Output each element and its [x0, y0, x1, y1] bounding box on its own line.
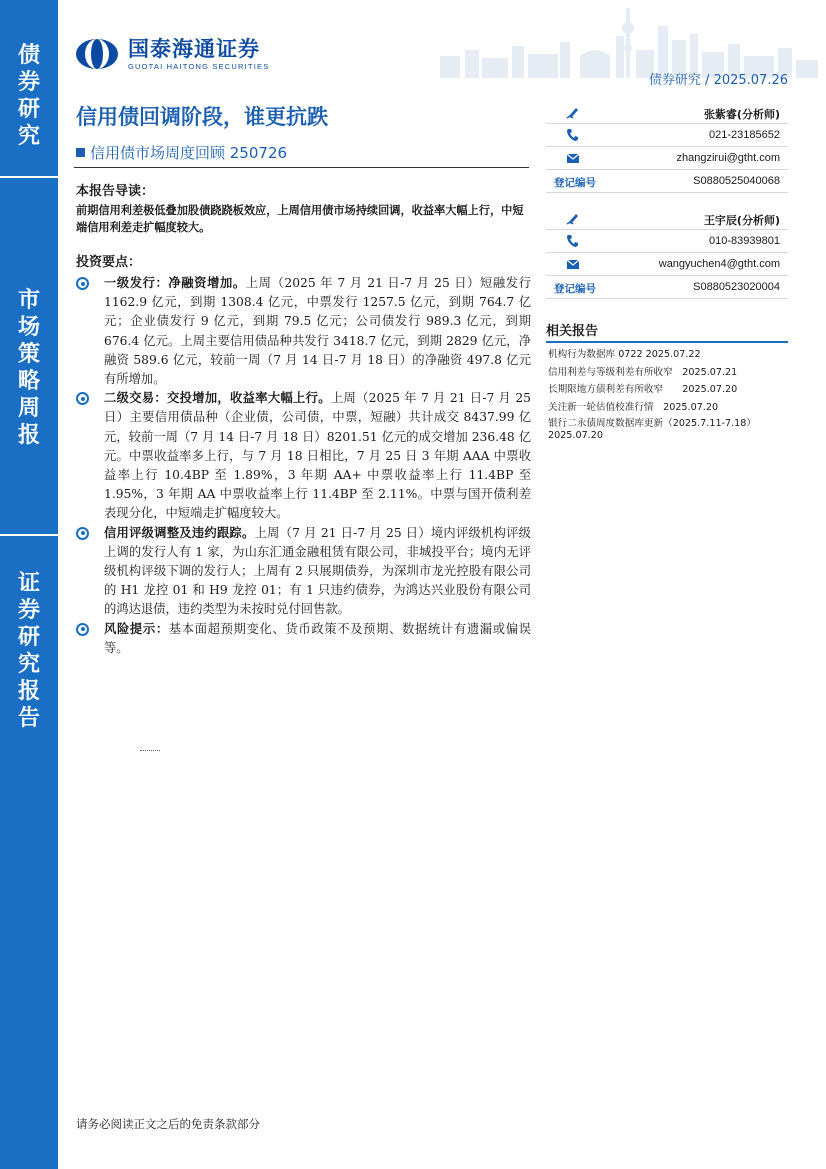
circle-bullet-icon — [76, 527, 89, 540]
guide-text: 前期信用利差极低叠加股债跷跷板效应，上周信用债市场持续回调，收益率大幅上行，中短端信用利差走扩幅度较大。 — [76, 204, 524, 234]
related-reports-divider — [546, 341, 788, 343]
analyst-card — [546, 207, 788, 299]
guide-heading: 本报告导读： — [76, 184, 155, 199]
reg-label: 登记编号 — [554, 177, 596, 189]
point-primary-issuance — [76, 274, 531, 389]
analyst-name-row — [546, 101, 788, 124]
sidebar-char: 周 — [17, 396, 40, 421]
analyst-reg-number: S0880523020004 — [693, 281, 780, 293]
logo-name-cn: 国泰海通证券 — [128, 36, 260, 61]
related-report-item[interactable]: 信用利差与等级利差有所收窄 2025.07.21 — [548, 366, 738, 378]
analyst-reg-row — [546, 276, 788, 299]
point-body: 基本面超预期变化、货币政策不及预期、数据统计有遗漏或偏误等。 — [104, 621, 531, 655]
sidebar-char: 报 — [17, 423, 40, 448]
analyst-card — [546, 101, 788, 193]
email-icon — [566, 151, 580, 165]
point-lead: 风险提示： — [104, 621, 169, 636]
related-report-item-date: 2025.07.20 — [548, 430, 603, 442]
analyst-email-row — [546, 253, 788, 276]
square-bullet-icon — [76, 148, 85, 157]
point-body: 上周（2025 年 7 月 21 日-7 月 25 日）主要信用债品种（企业债，公司债，中票，短融）共计成交 8437.99 亿元，较前一周（7 月 14 日-7 月 18 日）8201.51 亿元的成交增加 236.48 亿元。中票收益率多上行，与 7 月 18 日相比，7 月 25 日 3 年期 AAA 中票收益率上行 10.4BP 至 1.89%，3 年期 AA+ 中票收益率上行 11.4BP 至 1.95%，3 年期 AA 中票收益率上行 11.4BP 至 2.11%。中票与国开债利差表现分化，中短端走扩幅度较大。 — [104, 391, 531, 521]
title-divider — [74, 167, 529, 168]
analyst-email[interactable]: zhangzirui@gtht.com — [676, 152, 780, 164]
point-rating-default — [76, 524, 531, 620]
point-secondary-trading — [76, 389, 531, 523]
point-body: 上周（7 月 21 日-7 月 25 日）境内评级机构评级上调的发行人有 1 家，为山东汇通金融租赁有限公司，非城投平台；境内无评级机构评级下调的发行人；上周有 2 只展期债券，为深圳市龙光控股有限公司的 H1 龙控 01 和 H9 龙控 01；有 1 只违约债券，为鸿达兴业股份有限公司的鸿达退债，违约类型为未按时兑付回售款。 — [104, 525, 531, 617]
sidebar-char: 研 — [17, 625, 40, 650]
related-report-item[interactable]: 长期限地方债利差有所收窄 2025.07.20 — [548, 384, 738, 396]
pen-icon — [566, 105, 580, 119]
company-logo — [74, 37, 269, 71]
sidebar-char: 报 — [17, 679, 40, 704]
analyst-reg-number: S0880525040068 — [693, 175, 780, 187]
reg-label: 登记编号 — [554, 283, 596, 295]
sidebar-char: 策 — [17, 342, 40, 367]
circle-bullet-icon — [76, 277, 89, 290]
analyst-phone: 010-83939801 — [709, 235, 780, 247]
related-reports-list — [548, 346, 788, 442]
related-report-item[interactable]: 银行二永债周度数据库更新（2025.7.11-7.18） — [548, 418, 756, 430]
point-body: 上周（2025 年 7 月 21 日-7 月 25 日）短融发行 1162.9 亿元，到期 1308.4 亿元，中票发行 1257.5 亿元，到期 764.7 亿元；企业债发行 9 亿元，到期 79.5 亿元；公司债发行 989.3 亿元，到期 676.4 亿元。上周主要信用债品种共发行 3418.7 亿元，到期 2829 亿元，净融资 589.6 亿元，较前一周（7 月 14 日-7 月 18 日）的净融资 497.8 亿元有所增加。 — [104, 276, 531, 387]
related-report-item[interactable]: 关注新一轮估值校准行情 2025.07.20 — [548, 401, 719, 413]
report-category-date: 债券研究 / 2025.07.26 — [648, 73, 788, 88]
sidebar-char: 场 — [17, 315, 40, 340]
sidebar-char: 研 — [17, 97, 40, 122]
sidebar-label-bond-research — [0, 42, 58, 150]
investment-points — [76, 274, 531, 658]
sidebar-char: 告 — [17, 706, 40, 731]
sidebar-divider — [0, 176, 58, 178]
analyst-email-row — [546, 147, 788, 170]
sidebar-char: 究 — [17, 652, 40, 677]
analyst-reg-row — [546, 170, 788, 193]
sidebar-char: 券 — [17, 70, 40, 95]
sidebar-char: 证 — [17, 571, 40, 596]
email-icon — [566, 257, 580, 271]
report-title: 信用债回调阶段，谁更抗跌 — [76, 105, 328, 129]
pen-icon — [566, 211, 580, 225]
sidebar-divider — [0, 534, 58, 536]
sidebar-char: 债 — [17, 43, 40, 68]
point-risk-warning — [76, 620, 531, 658]
logo-name-en: GUOTAI HAITONG SECURITIES — [128, 61, 270, 71]
related-reports-heading: 相关报告 — [546, 324, 599, 339]
related-report-item[interactable]: 机构行为数据库 0722 2025.07.22 — [548, 349, 701, 360]
sidebar-char: 市 — [17, 288, 40, 313]
analyst-phone-row — [546, 124, 788, 147]
sidebar — [0, 0, 58, 1169]
dotted-mark — [140, 750, 160, 752]
analyst-name-row — [546, 207, 788, 230]
city-skyline-image — [420, 6, 820, 78]
phone-icon — [566, 234, 580, 248]
report-subtitle-text: 信用债市场周度回顾 250726 — [90, 144, 288, 162]
phone-icon — [566, 128, 580, 142]
point-lead: 信用评级调整及违约跟踪。 — [104, 525, 255, 540]
analyst-name: 王宇辰(分析师) — [703, 214, 780, 227]
sidebar-label-securities-report — [0, 570, 58, 732]
circle-bullet-icon — [76, 392, 89, 405]
disclaimer-footer: 请务必阅读正文之后的免责条款部分 — [76, 1117, 260, 1131]
analyst-phone-row — [546, 230, 788, 253]
sidebar-char: 券 — [17, 598, 40, 623]
logo-mark-icon — [74, 37, 120, 71]
analyst-phone: 021-23185652 — [709, 129, 780, 141]
analyst-name: 张紫睿(分析师) — [703, 108, 780, 121]
report-subtitle — [76, 142, 287, 163]
sidebar-char: 究 — [17, 124, 40, 149]
sidebar-char: 略 — [17, 369, 40, 394]
circle-bullet-icon — [76, 623, 89, 636]
points-heading: 投资要点： — [76, 255, 142, 270]
analyst-email[interactable]: wangyuchen4@gtht.com — [658, 258, 780, 270]
point-lead: 一级发行：净融资增加。 — [104, 276, 246, 290]
point-lead: 二级交易：交投增加，收益率大幅上行。 — [104, 391, 331, 406]
sidebar-label-market-weekly — [0, 287, 58, 449]
